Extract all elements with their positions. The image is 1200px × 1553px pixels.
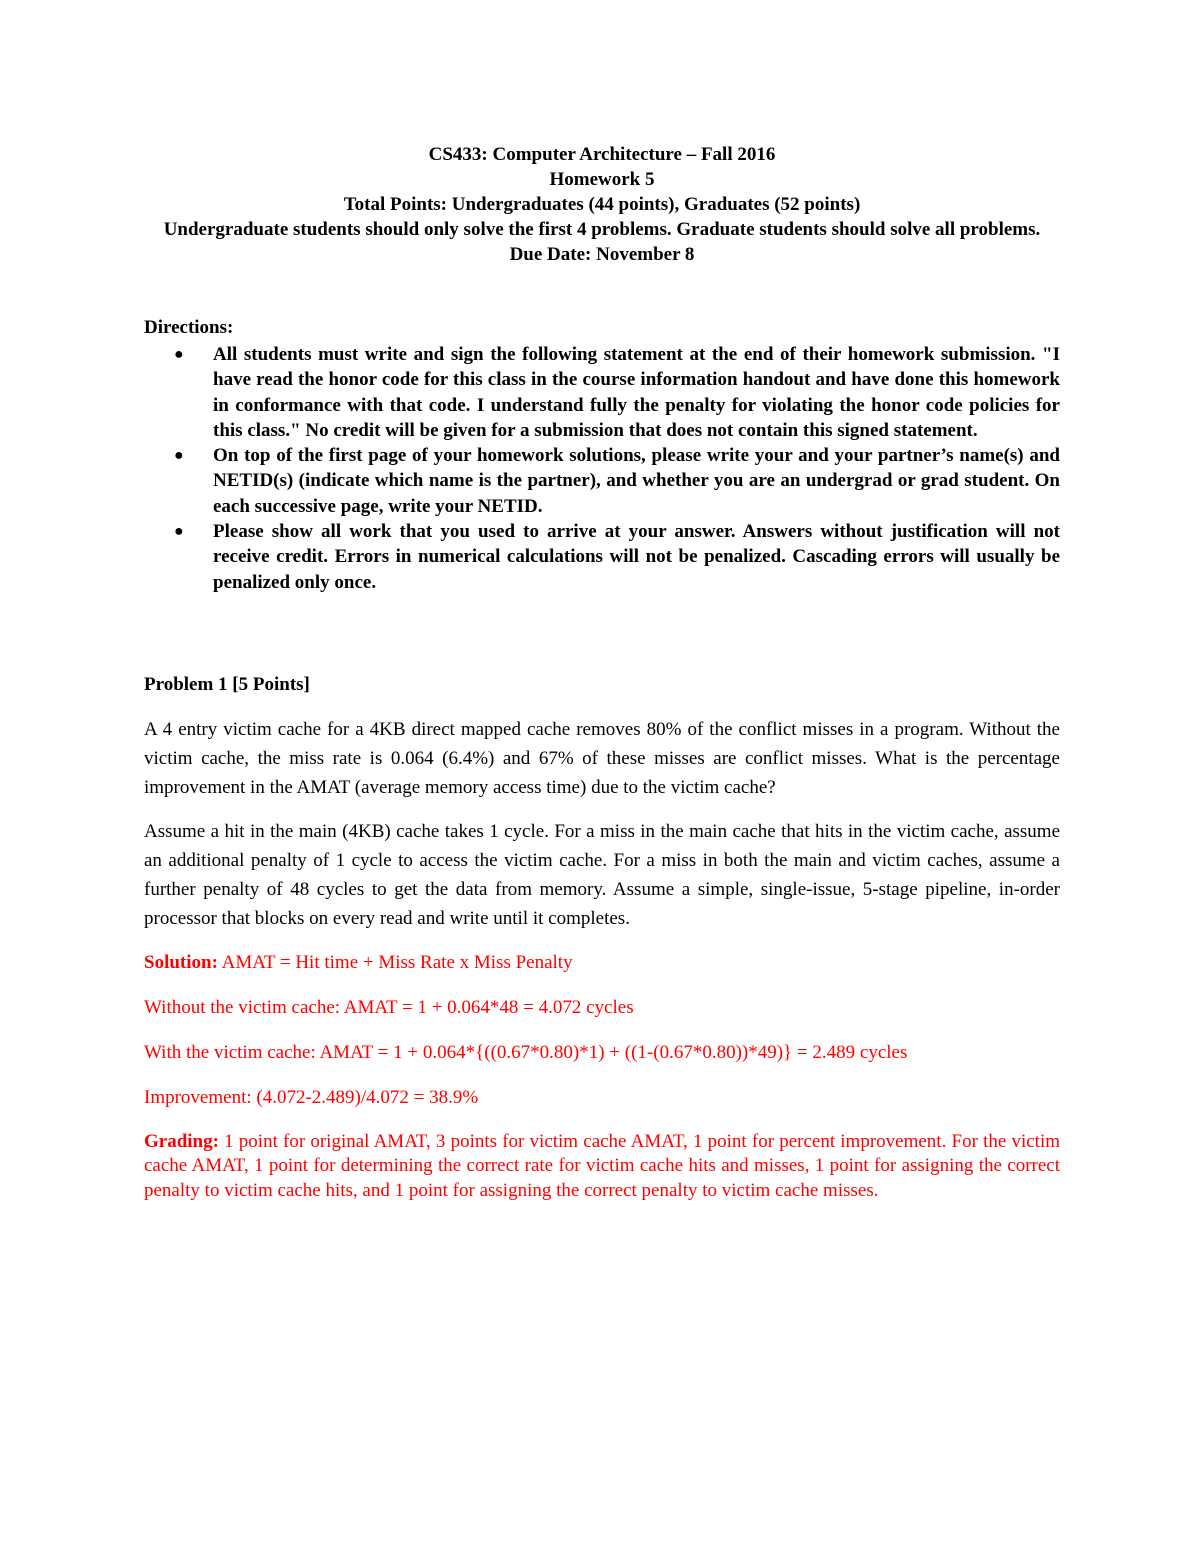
solution-formula: AMAT = Hit time + Miss Rate x Miss Penalty bbox=[217, 951, 573, 973]
direction-text: Please show all work that you used to arrive at your answer. Answers without justification will not receive credit. Errors in numerical calculations will not be penalized. Cascading errors will usually be penalized only once. bbox=[213, 521, 1060, 593]
document-header bbox=[144, 142, 1060, 267]
problem-1-paragraph-1: A 4 entry victim cache for a 4KB direct mapped cache removes 80% of the conflict misses in a program. Without the victim cache, the miss rate is 0.064 (6.4%) and 67% of these misses are conflict misses. What is the percentage improvement in the AMAT (average memory access time) due to the victim cache? bbox=[144, 718, 1060, 798]
grading-text: 1 point for original AMAT, 3 points for victim cache AMAT, 1 point for percent improvement. For the victim cache AMAT, 1 point for determining the correct rate for victim cache hits and misses, 1 point for assigning the correct penalty to victim cache hits, and 1 point for assigning the correct penalty to victim cache misses. bbox=[144, 1130, 1060, 1201]
grading-label: Grading: bbox=[144, 1130, 219, 1152]
problem-1-paragraph-2: Assume a hit in the main (4KB) cache takes 1 cycle. For a miss in the main cache that hits in the victim cache, assume an additional penalty of 1 cycle to access the victim cache. For a miss in both the main and victim caches, assume a further penalty of 48 cycles to get the data from memory. Assume a simple, single-issue, 5-stage pipeline, in-order processor that blocks on every read and write until it completes. bbox=[144, 820, 1060, 929]
problem-1-title: Problem 1 [5 Points] bbox=[144, 673, 310, 695]
direction-text: All students must write and sign the following statement at the end of their homework submission. "I have read the honor code for this class in the course information handout and have done this homework in conformance with that code. I understand fully the penalty for violating the honor code policies for this class." No credit will be given for a submission that does not contain this signed statement. bbox=[213, 344, 1060, 441]
solution-without-victim: Without the victim cache: AMAT = 1 + 0.064*48 = 4.072 cycles bbox=[144, 996, 634, 1018]
document-page bbox=[144, 142, 1060, 1203]
solution-label: Solution: bbox=[144, 951, 218, 973]
due-date: Due Date: November 8 bbox=[509, 244, 695, 265]
direction-item-show-work bbox=[144, 519, 1060, 595]
solution-with-victim: With the victim cache: AMAT = 1 + 0.064*{((0.67*0.80)*1) + ((1-(0.67*0.80))*49)} = 2.489 cycles bbox=[144, 1041, 908, 1063]
course-title: CS433: Computer Architecture – Fall 2016 bbox=[428, 144, 776, 165]
direction-item-honor-code bbox=[144, 342, 1060, 443]
bullet-icon: ● bbox=[174, 447, 184, 465]
grading-paragraph bbox=[144, 1130, 1060, 1204]
homework-title: Homework 5 bbox=[549, 169, 655, 190]
total-points: Total Points: Undergraduates (44 points), Graduates (52 points) bbox=[343, 194, 861, 215]
bullet-icon: ● bbox=[174, 346, 184, 363]
solution-improvement: Improvement: (4.072-2.489)/4.072 = 38.9% bbox=[144, 1086, 479, 1108]
directions-list bbox=[144, 342, 1060, 595]
direction-text: On top of the first page of your homework solutions, please write your and your partner’s name(s) and NETID(s) (indicate which name is the partner), and whether you are an undergrad or grad student. On each successive page, write your NETID. bbox=[213, 445, 1060, 517]
solution-formula-line bbox=[144, 950, 1060, 975]
directions-heading: Directions: bbox=[144, 317, 234, 338]
solve-instructions: Undergraduate students should only solve the first 4 problems. Graduate students should solve all problems. bbox=[163, 219, 1041, 240]
direction-item-names bbox=[144, 443, 1060, 519]
bullet-icon: ● bbox=[174, 523, 184, 541]
